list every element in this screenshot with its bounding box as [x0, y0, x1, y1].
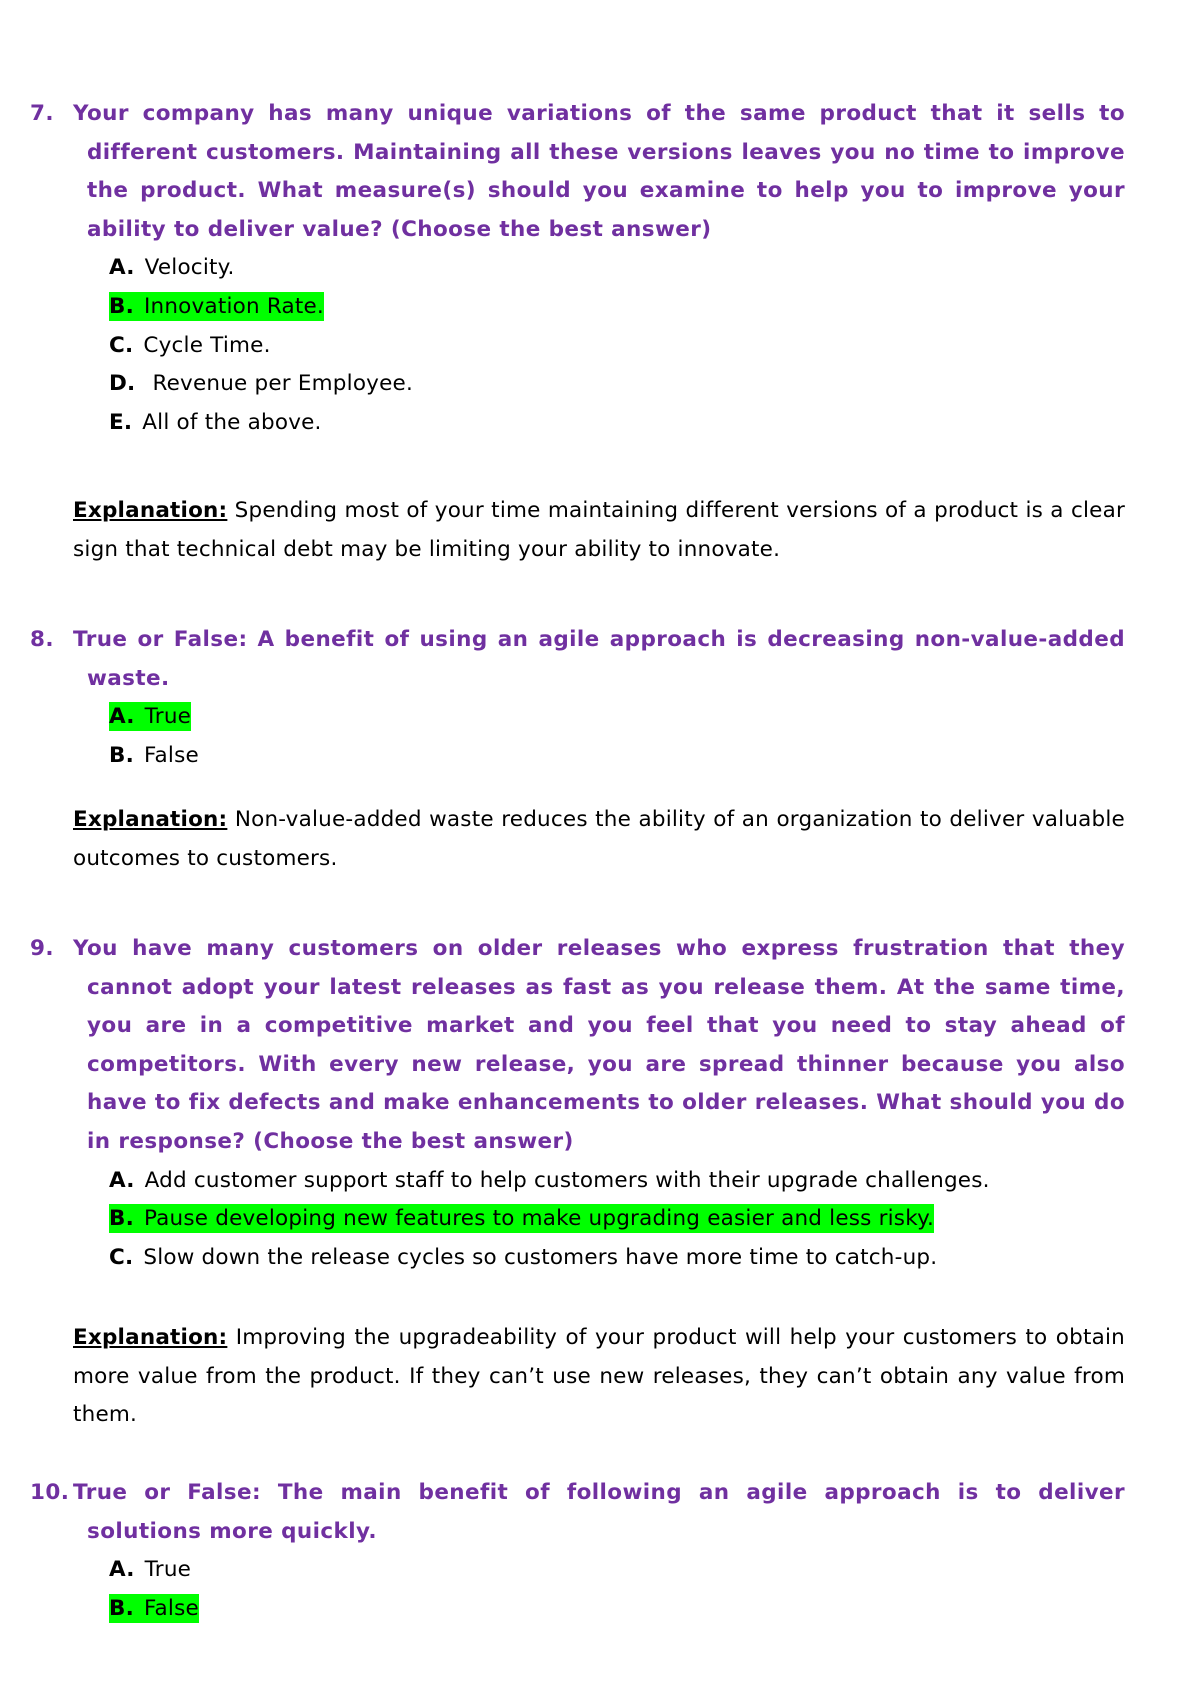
option-text: Add customer support staff to help customers with their upgrade challenges.: [144, 1167, 990, 1193]
option-text: True: [144, 704, 192, 730]
option-content: [109, 1243, 937, 1272]
option-letter: B.: [109, 293, 134, 319]
question-9: [30, 930, 1125, 1277]
answer-options: [30, 249, 1125, 442]
question-number: 7.: [30, 101, 54, 126]
explanation-label: Explanation:: [73, 807, 228, 832]
explanation-label: Explanation:: [73, 1325, 228, 1350]
answer-option-d: [109, 365, 1125, 404]
explanation-label: Explanation:: [73, 498, 228, 523]
question-text: True or False: The main benefit of following an agile approach is to deliver solutions more quickly.: [73, 1480, 1125, 1544]
answer-option-e: [109, 404, 1125, 443]
question-8: [30, 621, 1125, 775]
answer-option-b: [109, 737, 1125, 776]
answer-option-a: [109, 1162, 1125, 1201]
option-text: Innovation Rate.: [143, 293, 324, 319]
question-7: [30, 95, 1125, 442]
option-letter: D.: [109, 371, 136, 397]
option-text: Revenue per Employee.: [145, 371, 413, 397]
answer-option-a: [109, 698, 1125, 737]
question-number: 8.: [30, 627, 54, 652]
option-text: All of the above.: [142, 409, 322, 435]
answer-option-c: [109, 1239, 1125, 1278]
explanation-text: Non-value-added waste reduces the ability of an organization to deliver valuable outcomes to customers.: [73, 807, 1125, 871]
answer-options: [30, 698, 1125, 775]
option-text: False: [143, 1595, 199, 1621]
answer-option-b: [109, 1200, 1125, 1239]
question-number: 10.: [30, 1480, 70, 1505]
option-content: [109, 1555, 191, 1584]
explanation-8: [73, 801, 1125, 878]
question-stem: [30, 621, 1125, 698]
option-text: Slow down the release cycles so customers have more time to catch-up.: [143, 1244, 938, 1270]
correct-answer-highlight: [109, 1204, 934, 1233]
option-letter: A.: [109, 255, 135, 281]
answer-option-b: [109, 288, 1125, 327]
explanation-text: Spending most of your time maintaining different versions of a product is a clear sign that technical debt may be limiting your ability to innovate.: [73, 498, 1125, 562]
option-text: Cycle Time.: [143, 332, 271, 358]
question-stem: [30, 95, 1125, 249]
correct-answer-highlight: [109, 292, 324, 321]
option-text: Velocity.: [144, 255, 235, 281]
option-letter: B.: [109, 742, 134, 768]
option-letter: C.: [109, 332, 134, 358]
explanation-text: Improving the upgradeability of your product will help your customers to obtain more value from the product. If they can’t use new releases, they can’t obtain any value from them.: [73, 1325, 1125, 1428]
option-letter: B.: [109, 1595, 134, 1621]
question-stem: [30, 1474, 1125, 1551]
option-text: False: [143, 742, 199, 768]
question-stem: [30, 930, 1125, 1162]
answer-option-c: [109, 327, 1125, 366]
option-letter: A.: [109, 1167, 135, 1193]
question-number: 9.: [30, 936, 54, 961]
option-letter: A.: [109, 1557, 135, 1583]
question-text: True or False: A benefit of using an agile approach is decreasing non-value-added waste.: [73, 627, 1125, 691]
option-text: True: [144, 1557, 192, 1583]
option-letter: B.: [109, 1206, 134, 1232]
option-letter: C.: [109, 1244, 134, 1270]
option-letter: A.: [109, 704, 135, 730]
answer-options: [30, 1162, 1125, 1278]
option-content: [109, 331, 271, 360]
explanation-7: [73, 492, 1125, 569]
answer-option-a: [109, 1551, 1125, 1590]
answer-option-b: [109, 1590, 1125, 1629]
correct-answer-highlight: [109, 1594, 199, 1623]
question-text: You have many customers on older releases who express frustration that they cannot adopt your latest releases as fast as you release them. At the same time, you are in a competitive market and you feel that you need to stay ahead of competitors. With every new release, you are spread thinner because you also have to fix defects and make enhancements to older releases. What should you do in response? (Choose the best answer): [73, 936, 1125, 1154]
answer-options: [30, 1551, 1125, 1628]
option-content: [109, 1166, 990, 1195]
option-text: Pause developing new features to make upgrading easier and less risky.: [143, 1206, 934, 1232]
question-10: [30, 1474, 1125, 1628]
correct-answer-highlight: [109, 702, 191, 731]
option-content: [109, 408, 322, 437]
question-text: Your company has many unique variations of the same product that it sells to different customers. Maintaining all these versions leaves you no time to improve the product. What measure(s) should you examine to help you to improve your ability to deliver value? (Choose the best answer): [73, 101, 1125, 242]
option-content: [109, 741, 199, 770]
option-letter: E.: [109, 409, 133, 435]
answer-option-a: [109, 249, 1125, 288]
explanation-9: [73, 1319, 1125, 1435]
option-content: [109, 369, 413, 398]
option-content: [109, 253, 235, 282]
